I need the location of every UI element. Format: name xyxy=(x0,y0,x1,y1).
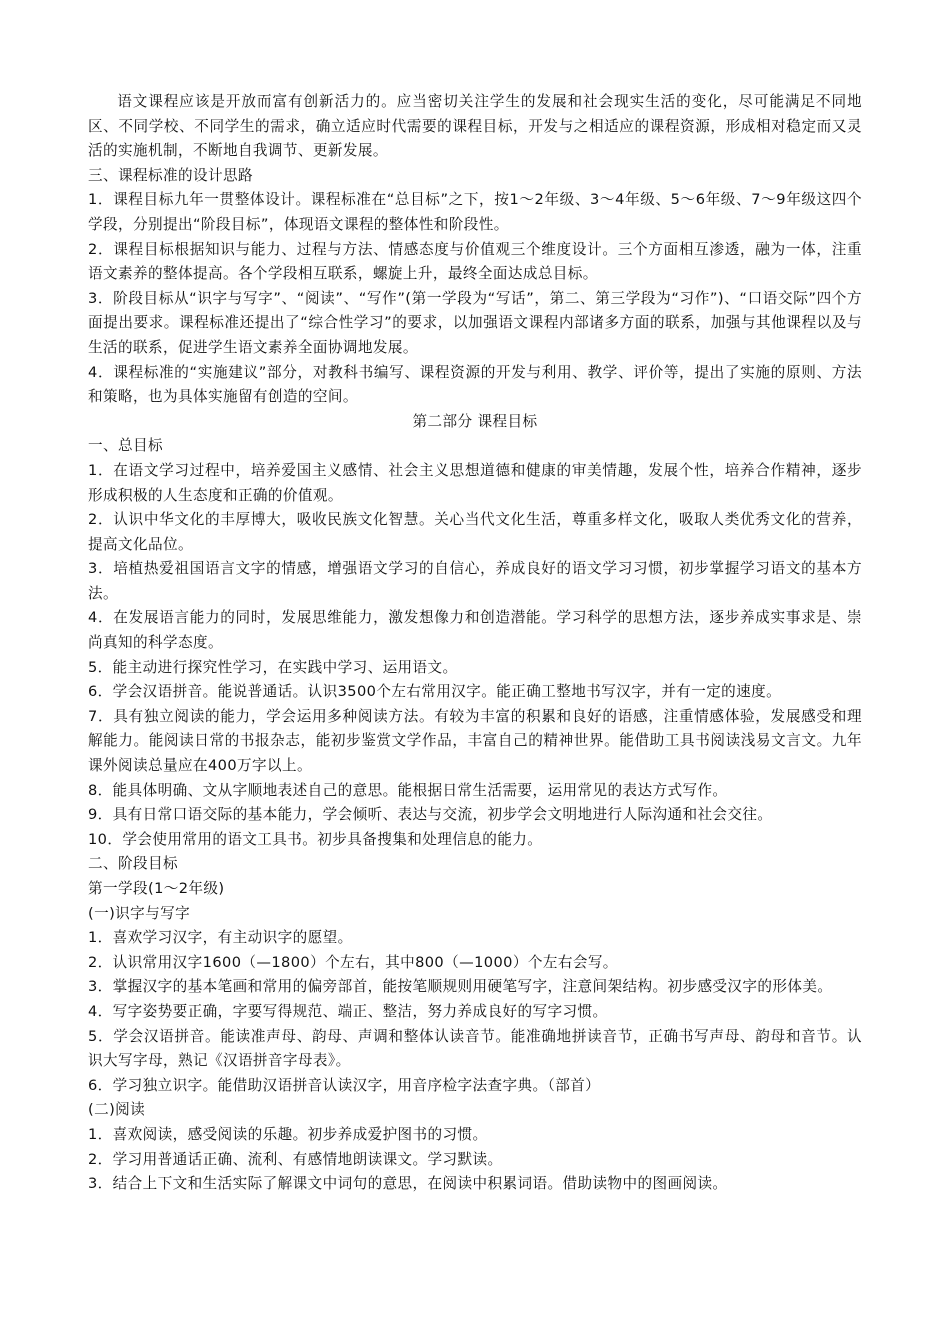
section-heading-overall-goals: 一、总目标 xyxy=(88,437,163,455)
literacy-item-6: 6．学习独立识字。能借助汉语拼音认读汉字，用音序检字法查字典。（部首） xyxy=(88,1076,601,1094)
overall-goal-2: 2．认识中华文化的丰厚博大，吸收民族文化智慧。关心当代文化生活，尊重多样文化，吸取人类优秀文化的营养，提高文化品位。 xyxy=(88,511,862,553)
overall-goal-7: 7．具有独立阅读的能力，学会运用多种阅读方法。有较为丰富的积累和良好的语感，注重情感体验，发展感受和理解能力。能阅读日常的书报杂志，能初步鉴赏文学作品，丰富自己的精神世界。能借助工具书阅读浅易文言文。九年课外阅读总量应在400万字以上。 xyxy=(88,707,862,775)
literacy-item-4: 4．写字姿势要正确，字要写得规范、端正、整洁，努力养成良好的写字习惯。 xyxy=(88,1002,608,1020)
section-heading-stage-goals: 二、阶段目标 xyxy=(88,855,178,873)
document-page xyxy=(88,90,862,1197)
overall-goal-3: 3．培植热爱祖国语言文字的情感，增强语文学习的自信心，养成良好的语文学习习惯，初步掌握学习语文的基本方法。 xyxy=(88,560,862,602)
design-item-1: 1．课程目标九年一贯整体设计。课程标准在“总目标”之下，按1～2年级、3～4年级、5～6年级、7～9年级这四个学段，分别提出“阶段目标”，体现语文课程的整体性和阶段性。 xyxy=(88,191,862,233)
reading-item-1: 1．喜欢阅读，感受阅读的乐趣。初步养成爱护图书的习惯。 xyxy=(88,1125,488,1143)
intro-paragraph: 语文课程应该是开放而富有创新活力的。应当密切关注学生的发展和社会现实生活的变化，尽可能满足不同地区、不同学校、不同学生的需求，确立适应时代需要的课程目标，开发与之相适应的课程资源，形成相对稳定而又灵活的实施机制，不断地自我调节、更新发展。 xyxy=(88,93,862,160)
literacy-item-3: 3．掌握汉字的基本笔画和常用的偏旁部首，能按笔顺规则用硬笔写字，注意间架结构。初步感受汉字的形体美。 xyxy=(88,978,833,996)
literacy-item-5: 5．学会汉语拼音。能读准声母、韵母、声调和整体认读音节。能准确地拼读音节，正确书写声母、韵母和音节。认识大写字母，熟记《汉语拼音字母表》。 xyxy=(88,1027,862,1070)
reading-item-3: 3．结合上下文和生活实际了解课文中词句的意思，在阅读中积累词语。借助读物中的图画阅读。 xyxy=(88,1175,728,1193)
section-heading-design-ideas: 三、课程标准的设计思路 xyxy=(88,166,253,184)
overall-goal-5: 5．能主动进行探究性学习，在实践中学习、运用语文。 xyxy=(88,658,458,676)
stage-one-heading: 第一学段(1～2年级) xyxy=(88,880,225,897)
literacy-item-1: 1．喜欢学习汉字，有主动识字的愿望。 xyxy=(88,929,353,947)
subsection-reading: (二)阅读 xyxy=(88,1101,146,1119)
literacy-item-2: 2．认识常用汉字1600（—1800）个左右，其中800（—1000）个左右会写。 xyxy=(88,953,618,971)
overall-goal-6: 6．学会汉语拼音。能说普通话。认识3500个左右常用汉字。能正确工整地书写汉字，并有一定的速度。 xyxy=(88,683,782,701)
overall-goal-1: 1．在语文学习过程中，培养爱国主义感情、社会主义思想道德和健康的审美情趣，发展个性，培养合作精神，逐步形成积极的人生态度和正确的价值观。 xyxy=(88,461,862,504)
design-item-3: 3．阶段目标从“识字与写字”、“阅读”、“写作”(第一学段为“写话”，第二、第三学段为“习作”)、“口语交际”四个方面提出要求。课程标准还提出了“综合性学习”的要求，以加强语文课程内部诸多方面的联系，加强与其他课程以及与生活的联系，促进学生语文素养全面协调地发展。 xyxy=(88,289,862,356)
part-two-title: 第二部分 课程目标 xyxy=(412,412,538,430)
reading-item-2: 2．学习用普通话正确、流利、有感情地朗读课文。学习默读。 xyxy=(88,1150,503,1168)
subsection-literacy-writing: (一)识字与写字 xyxy=(88,904,191,922)
overall-goal-9: 9．具有日常口语交际的基本能力，学会倾听、表达与交流，初步学会文明地进行人际沟通和社会交往。 xyxy=(88,806,773,824)
design-item-4: 4．课程标准的“实施建议”部分，对教科书编写、课程资源的开发与利用、教学、评价等，提出了实施的原则、方法和策略，也为具体实施留有创造的空间。 xyxy=(88,363,862,406)
overall-goal-8: 8．能具体明确、文从字顺地表述自己的意思。能根据日常生活需要，运用常见的表达方式写作。 xyxy=(88,781,728,799)
overall-goal-4: 4．在发展语言能力的同时，发展思维能力，激发想像力和创造潜能。学习科学的思想方法，逐步养成实事求是、崇尚真知的科学态度。 xyxy=(88,609,862,652)
overall-goal-10: 10．学会使用常用的语文工具书。初步具备搜集和处理信息的能力。 xyxy=(88,830,543,848)
design-item-2: 2．课程目标根据知识与能力、过程与方法、情感态度与价值观三个维度设计。三个方面相互渗透，融为一体，注重语文素养的整体提高。各个学段相互联系，螺旋上升，最终全面达成总目标。 xyxy=(88,240,862,283)
